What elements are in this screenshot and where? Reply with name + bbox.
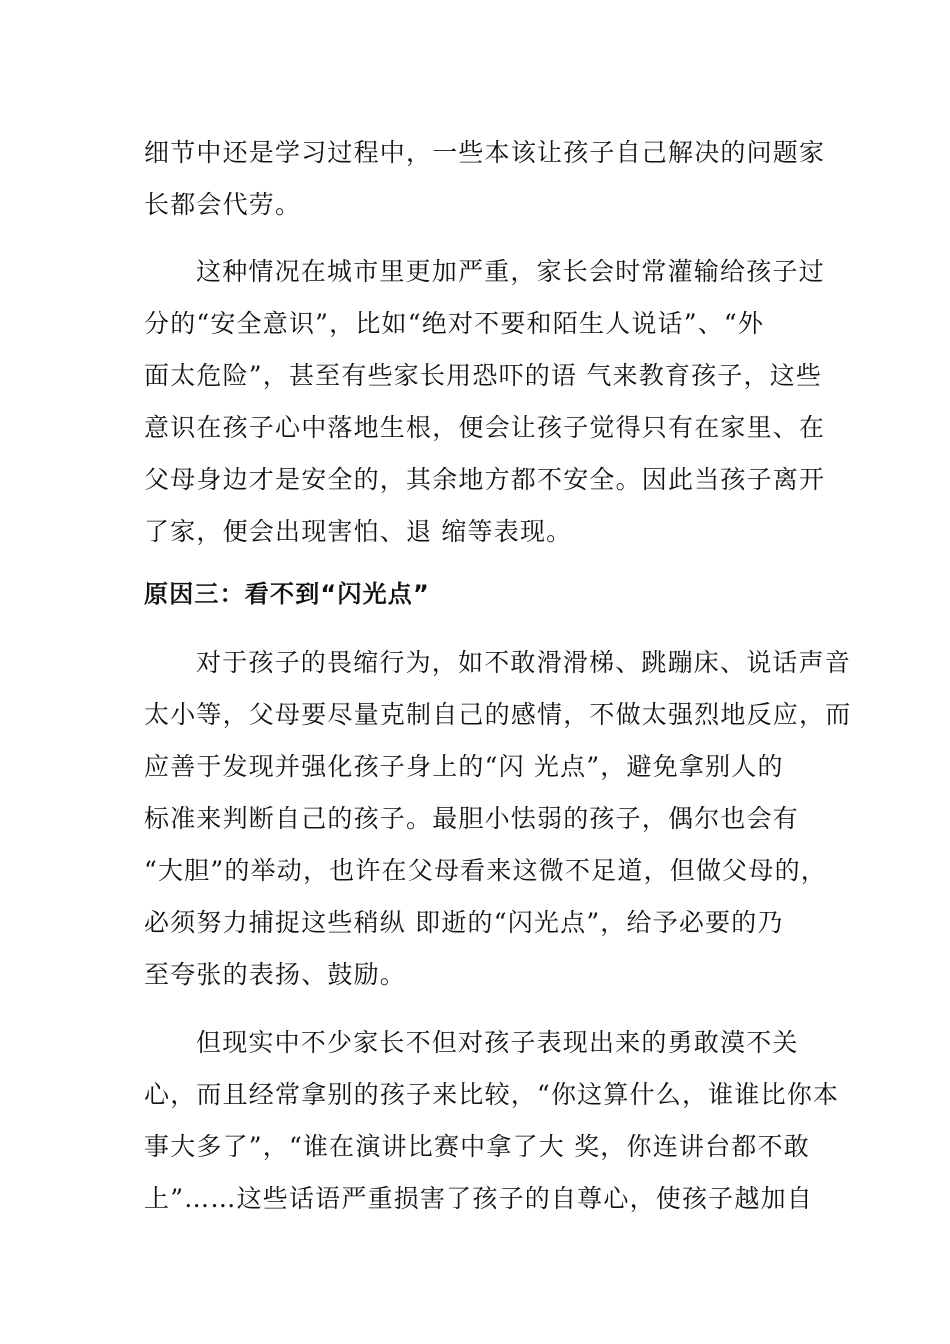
- text-line: 标准来判断自己的孩子。最胆小怯弱的孩子，偶尔也会有: [144, 804, 800, 833]
- text-line: “大胆”的举动，也许在父母看来这微不足道，但做父母的，: [144, 856, 827, 885]
- text-line: 上”……这些话语严重损害了孩子的自尊心，使孩子越加自: [144, 1184, 813, 1213]
- text-line: 父母身边才是安全的，其余地方都不安全。因此当孩子离开: [144, 465, 826, 494]
- text-line: 必须努力捕捉这些稍纵 即逝的“闪光点”，给予必要的乃: [144, 908, 784, 937]
- text-line: 长都会代劳。: [144, 190, 302, 219]
- text-line: 应善于发现并强化孩子身上的“闪 光点”，避免拿别人的: [144, 752, 784, 781]
- text-line: 面太危险”，甚至有些家长用恐吓的语 气来教育孩子，这些: [144, 361, 823, 390]
- text-line: 细节中还是学习过程中，一些本该让孩子自己解决的问题家: [144, 138, 826, 167]
- text-line: 心，而且经常拿别的孩子来比较，“你这算什么，谁谁比你本: [144, 1080, 840, 1109]
- text-line: 事大多了”，“谁在演讲比赛中拿了大 奖，你连讲台都不敢: [144, 1132, 810, 1161]
- section-heading: 原因三：看不到“闪光点”: [144, 580, 430, 608]
- text-line: 了家，便会出现害怕、退 缩等表现。: [144, 517, 573, 546]
- text-line: 太小等，父母要尽量克制自己的感情，不做太强烈地反应，而: [144, 700, 852, 729]
- text-line: 意识在孩子心中落地生根，便会让孩子觉得只有在家里、在: [144, 413, 826, 442]
- text-line: 这种情况在城市里更加严重，家长会时常灌输给孩子过: [196, 257, 825, 286]
- text-line: 对于孩子的畏缩行为，如不敢滑滑梯、跳蹦床、说话声音: [196, 648, 852, 677]
- text-line: 但现实中不少家长不但对孩子表现出来的勇敢漠不关: [196, 1028, 799, 1057]
- text-line: 至夸张的表扬、鼓励。: [144, 960, 407, 989]
- text-line: 分的“安全意识”，比如“绝对不要和陌生人说话”、“外: [144, 309, 765, 338]
